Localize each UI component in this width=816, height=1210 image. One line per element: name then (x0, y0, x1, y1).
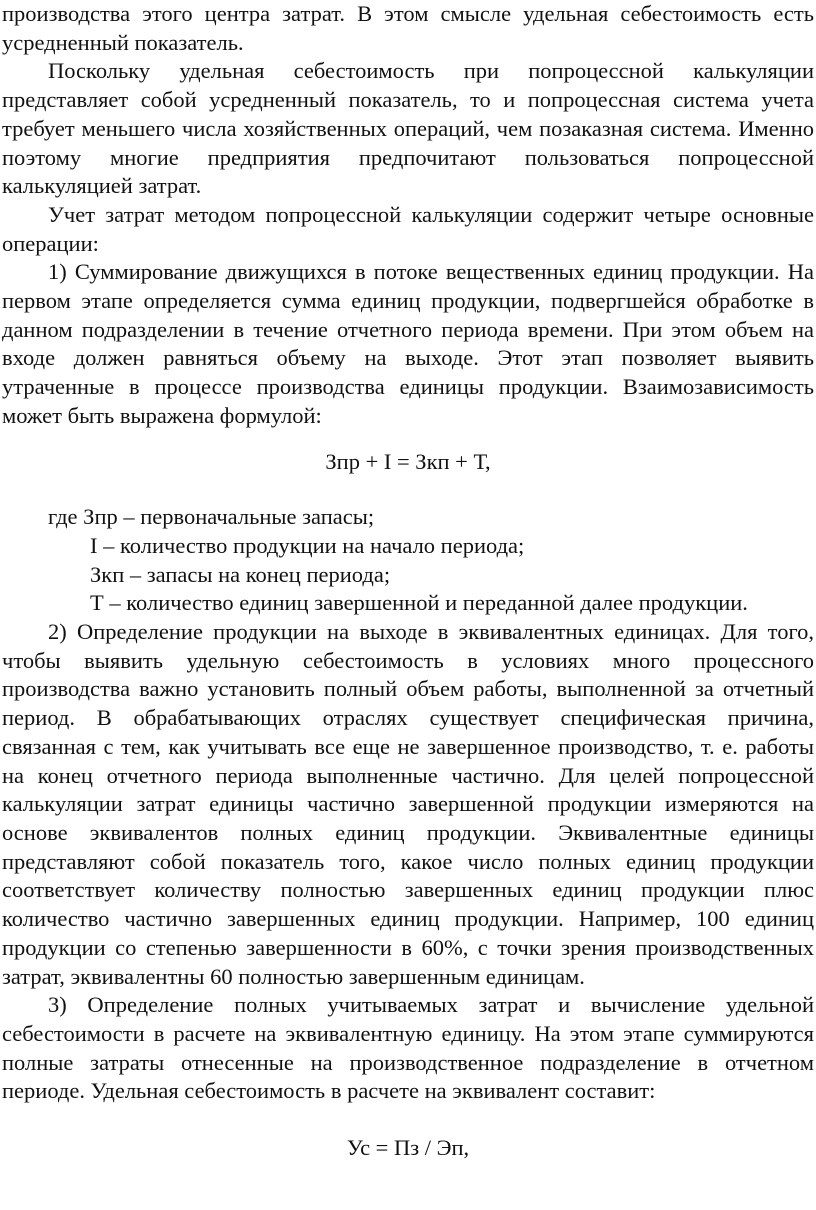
paragraph-operation-3: 3) Определение полных учитываемых затрат и вычисление удельной себестоимости в расчете на эквивалентную единицу. На этом этапе суммируются полные затраты отнесенные на производственное подразделение в отчетном периоде. Удельная себестоимость в расчете на эквивалент составит: (2, 992, 814, 1104)
paragraph-continuation: производства этого центра затрат. В этом смысле удельная себестоимость есть усредненный показатель. (2, 1, 814, 55)
definition-item: I – количество продукции на начало периода; (90, 532, 525, 558)
formula-unit-cost: Ус = Пз / Эп, (346, 1135, 470, 1161)
paragraph-operation-1: 1) Суммирование движущихся в потоке вещественных единиц продукции. На первом этапе определяется сумма единиц продукции, подвергшейся обработке в данном подразделении в течение отчетного периода времени. При этом объем на входе должен равняться объему на выходе. Этот этап позволяет выявить утраченные в процессе производства единицы продукции. Взаимозависимость может быть выражена формулой: (2, 259, 814, 428)
definition-item: Зкп – запасы на конец периода; (90, 561, 391, 587)
paragraph-unit-cost: Поскольку удельная себестоимость при попроцессной калькуляции представляет собой усредненный показатель, то и попроцессная система учета требует меньшего числа хозяйственных операций, чем позаказная система. Именно поэтому многие предприятия предпочитают пользоваться попроцессной калькуляцией затрат. (2, 58, 814, 199)
definition-item: Т – количество единиц завершенной и переданной далее продукции. (90, 590, 748, 616)
paragraph-operations-intro: Учет затрат методом попроцессной калькуляции содержит четыре основные операции: (2, 201, 814, 256)
formula-where-line: где Зпр – первоначальные запасы; (48, 504, 375, 530)
paragraph-operation-2: 2) Определение продукции на выходе в эквивалентных единицах. Для того, чтобы выявить удельную себестоимость в условиях много процессного производства важно установить полный объем работы, выполненной за отчетный период. В обрабатывающих отраслях существует специфическая причина, связанная с тем, как учитывать все еще не завершенное производство, т. е. работы на конец отчетного периода выполненные частично. Для целей попроцессной калькуляции затрат единицы частично завершенной продукции измеряются на основе эквивалентов полных единиц продукции. Эквивалентные единицы представляют собой показатель того, какое число полных единиц продукции соответствует количеству полностью завершенных единиц продукции плюс количество частично завершенных единиц продукции. Например, 100 единиц продукции со степенью завершенности в 60%, с точки зрения производственных затрат, эквивалентны 60 полностью завершенным единицам. (2, 619, 814, 989)
formula-balance: Зпр + I = Зкп + Т, (325, 448, 491, 474)
